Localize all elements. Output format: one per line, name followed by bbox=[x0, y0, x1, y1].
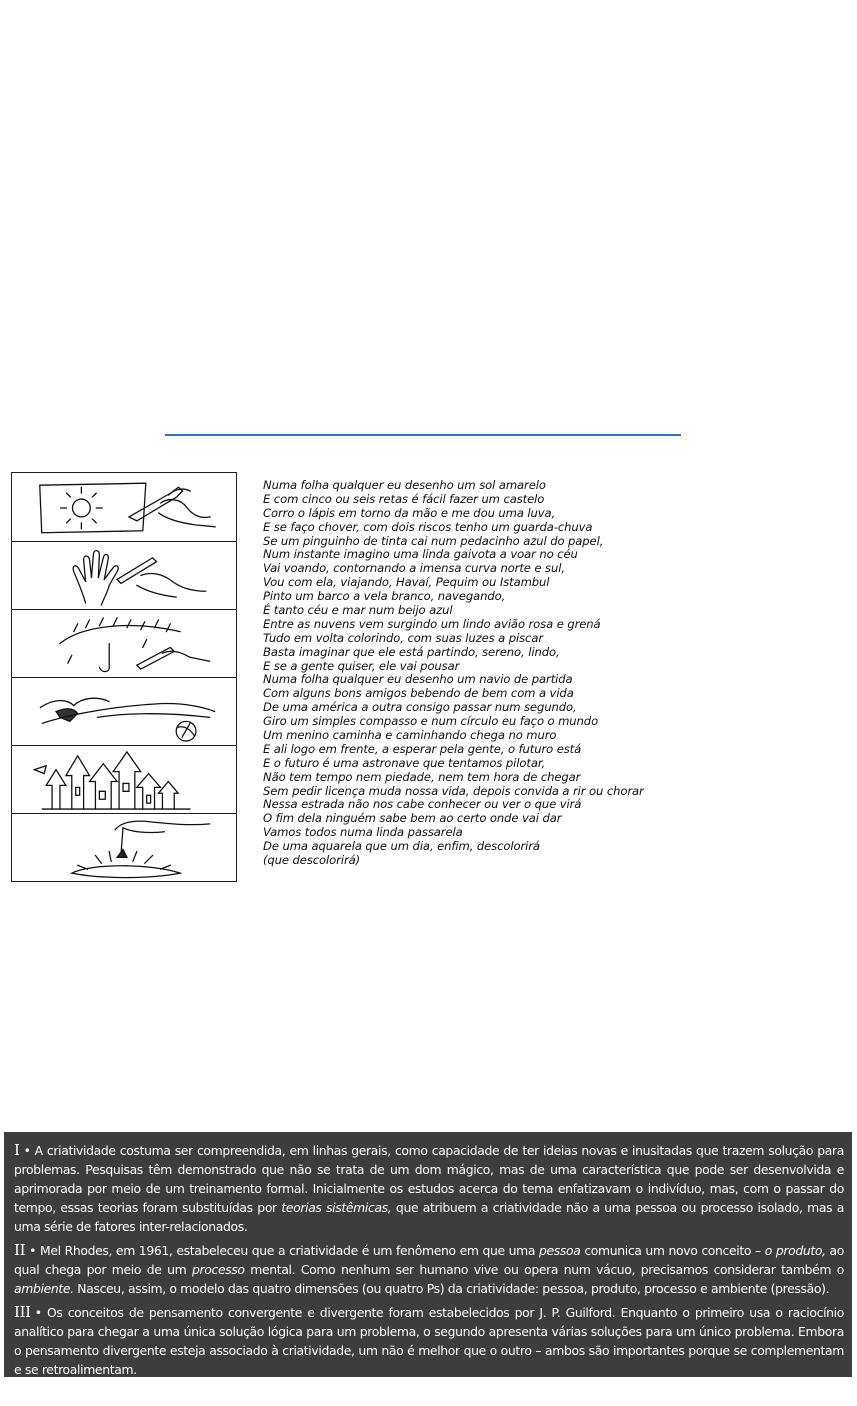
poem-line: Nessa estrada não nos cabe conhecer ou ver o que virá bbox=[263, 797, 582, 812]
poem-line: Num instante imagino uma linda gaivota a voar no céu bbox=[263, 547, 578, 562]
ship-seagull-drawing bbox=[12, 677, 236, 745]
poem-line: Pinto um barco a vela branco, navegando, bbox=[263, 589, 506, 604]
poem-line: Sem pedir licença muda nossa vida, depois convida a rir ou chorar bbox=[263, 783, 644, 798]
paintbrush-drawing bbox=[12, 813, 236, 883]
paragraph-text: ao qual chega por meio de um bbox=[14, 1243, 845, 1277]
sun-drawing bbox=[12, 473, 236, 541]
poem-line: E o futuro é uma astronave que tentamos pilotar, bbox=[263, 755, 546, 770]
roman-numeral: I bbox=[14, 1141, 20, 1159]
paragraph-text: • Os conceitos de pensamento convergente e divergente foram estabelecidos por J. P. Guilford. Enquanto o primeiro usa o raciocínio analítico para chegar a uma única solução lógica para um problema, o segundo apresenta várias soluções para um único problema. Embora o pensamento divergente esteja associado à criatividade, um não é melhor que o outro – ambos são importantes porque se complementam e se retroalimentam. bbox=[14, 1305, 844, 1377]
poem-line: De uma américa a outra consigo passar num segundo, bbox=[263, 700, 577, 715]
roman-numeral: II bbox=[14, 1241, 26, 1259]
emphasis-text: teorias sistêmicas, bbox=[281, 1200, 392, 1215]
poem-line: O fim dela ninguém sabe bem ao certo onde vai dar bbox=[263, 811, 562, 826]
paragraph-text: mental. Como nenhum ser humano vive ou opera num vácuo, precisamos considerar também o bbox=[244, 1262, 844, 1277]
poem-line: Entre as nuvens vem surgindo um lindo avião rosa e grená bbox=[263, 616, 601, 631]
paragraph-i bbox=[14, 1141, 844, 1236]
paragraph-text: • Mel Rhodes, em 1961, estabeleceu que a criatividade é um fenômeno em que uma bbox=[29, 1243, 539, 1258]
paragraph-text: comunica um novo conceito – bbox=[580, 1243, 765, 1258]
poem-line: É tanto céu e mar num beijo azul bbox=[263, 603, 453, 618]
poem-line: E se faço chover, com dois riscos tenho um guarda-chuva bbox=[263, 519, 593, 534]
poem-line: Corro o lápis em torno da mão e me dou uma luva, bbox=[263, 505, 556, 520]
emphasis-text: o produto, bbox=[764, 1243, 826, 1258]
emphasis-text: ambiente. bbox=[14, 1281, 74, 1296]
emphasis-text: processo bbox=[192, 1262, 245, 1277]
poem-line: E se a gente quiser, ele vai pousar bbox=[263, 658, 460, 673]
poem-line: Não tem tempo nem piedade, nem tem hora de chegar bbox=[263, 769, 581, 784]
poem-line: Numa folha qualquer eu desenho um sol amarelo bbox=[263, 478, 546, 492]
poem-lyrics bbox=[263, 479, 853, 868]
poem-line: Vou com ela, viajando, Havaí, Pequim ou Istambul bbox=[263, 575, 550, 590]
poem-line: Se um pinguinho de tinta cai num pedacinho azul do papel, bbox=[263, 533, 604, 548]
roman-numeral: III bbox=[14, 1303, 31, 1321]
poem-line: Giro um simples compasso e num círculo eu faço o mundo bbox=[263, 714, 599, 729]
paragraph-iii bbox=[14, 1303, 844, 1379]
rain-umbrella-drawing bbox=[12, 609, 236, 677]
paragraph-text: • A criatividade costuma ser compreendida, em linhas gerais, como capacidade de ter ideias novas e inusitadas que trazem solução para problemas. Pesquisas têm demonstrado que não se trata de um dom mágico, mas de uma característica que pode ser desenvolvida e aprimorada por meio de um treinamento formal. Inicialmente os estudos acerca do tema enfatizavam o indivíduo, mas, com o passar do tempo, essas teorias foram substituídas por bbox=[14, 1143, 844, 1215]
poem-line: E com cinco ou seis retas é fácil fazer um castelo bbox=[263, 491, 545, 506]
creativity-text-box bbox=[4, 1132, 852, 1377]
emphasis-text: pessoa bbox=[538, 1243, 581, 1258]
poem-line: Basta imaginar que ele está partindo, sereno, lindo, bbox=[263, 644, 560, 659]
illustration-strip bbox=[11, 472, 237, 882]
paragraph-text: que atribuem a criatividade não a uma pessoa ou processo isolado, mas a uma série de fatores inter-relacionados. bbox=[14, 1200, 844, 1234]
poem-line: Numa folha qualquer eu desenho um navio de partida bbox=[263, 672, 573, 687]
poem-line: De uma aquarela que um dia, enfim, descolorirá bbox=[263, 839, 540, 854]
poem-line: Tudo em volta colorindo, com suas luzes a piscar bbox=[263, 630, 543, 645]
poem-line: Com alguns bons amigos bebendo de bem com a vida bbox=[263, 686, 574, 701]
hand-drawing bbox=[12, 541, 236, 609]
poem-line: E ali logo em frente, a esperar pela gente, o futuro está bbox=[263, 741, 582, 756]
poem-line: Um menino caminha e caminhando chega no muro bbox=[263, 728, 557, 743]
blue-divider-line bbox=[165, 434, 681, 436]
paragraph-text: Nasceu, assim, o modelo das quatro dimensões (ou quatro Ps) da criatividade: pessoa, produto, processo e ambiente (pressão). bbox=[73, 1281, 830, 1296]
poem-line: Vai voando, contornando a imensa curva norte e sul, bbox=[263, 561, 565, 576]
paragraph-ii bbox=[14, 1241, 844, 1298]
poem-line: Vamos todos numa linda passarela bbox=[263, 825, 463, 840]
castle-drawing bbox=[12, 745, 236, 813]
poem-line: (que descolorirá) bbox=[263, 853, 361, 868]
